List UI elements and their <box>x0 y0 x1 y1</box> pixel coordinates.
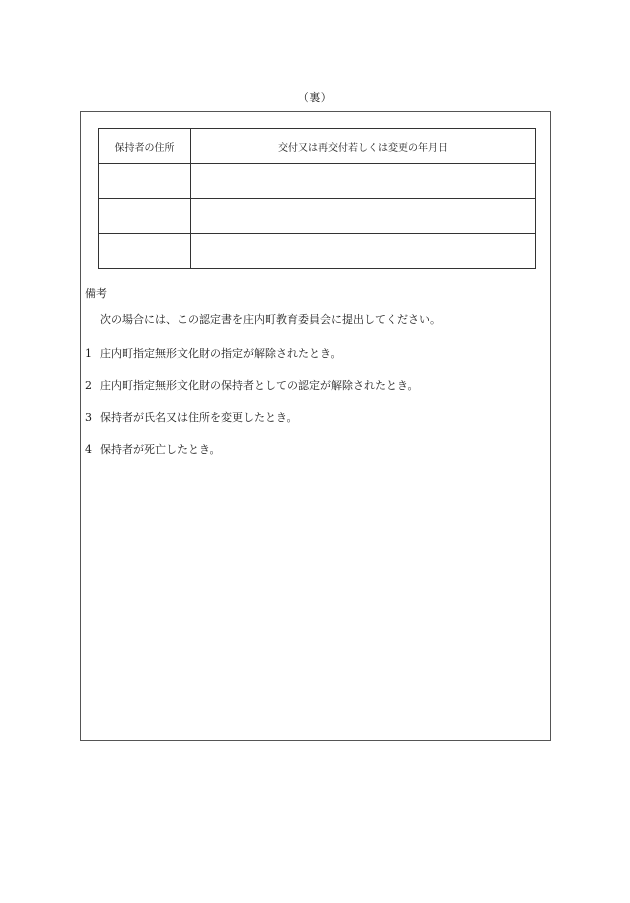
document-frame <box>80 111 551 741</box>
note-number: 3 <box>85 411 92 424</box>
address-cell[interactable] <box>99 199 191 234</box>
date-cell[interactable] <box>191 164 536 199</box>
note-number: 2 <box>85 379 92 392</box>
note-item <box>85 377 419 393</box>
note-number: 1 <box>85 347 92 360</box>
address-cell[interactable] <box>99 234 191 269</box>
note-number: 4 <box>85 443 92 456</box>
address-cell[interactable] <box>99 164 191 199</box>
column-header-date: 交付又は再交付若しくは変更の年月日 <box>191 129 536 164</box>
note-text: 庄内町指定無形文化財の指定が解除されたとき。 <box>100 347 342 360</box>
register-table <box>98 128 536 269</box>
date-cell[interactable] <box>191 199 536 234</box>
note-text: 保持者が死亡したとき。 <box>100 443 221 456</box>
note-item <box>85 345 342 361</box>
note-text: 庄内町指定無形文化財の保持者としての認定が解除されたとき。 <box>100 379 419 392</box>
column-header-address: 保持者の住所 <box>99 129 191 164</box>
note-item <box>85 441 221 457</box>
table-row <box>99 199 536 234</box>
note-item <box>85 409 298 425</box>
page-heading: （裏） <box>297 91 333 104</box>
table-row <box>99 234 536 269</box>
remarks-intro: 次の場合には、この認定書を庄内町教育委員会に提出してください。 <box>100 313 441 326</box>
date-cell[interactable] <box>191 234 536 269</box>
table-row <box>99 164 536 199</box>
table-header-row <box>99 129 536 164</box>
remarks-title: 備考 <box>85 287 107 300</box>
note-text: 保持者が氏名又は住所を変更したとき。 <box>100 411 298 424</box>
